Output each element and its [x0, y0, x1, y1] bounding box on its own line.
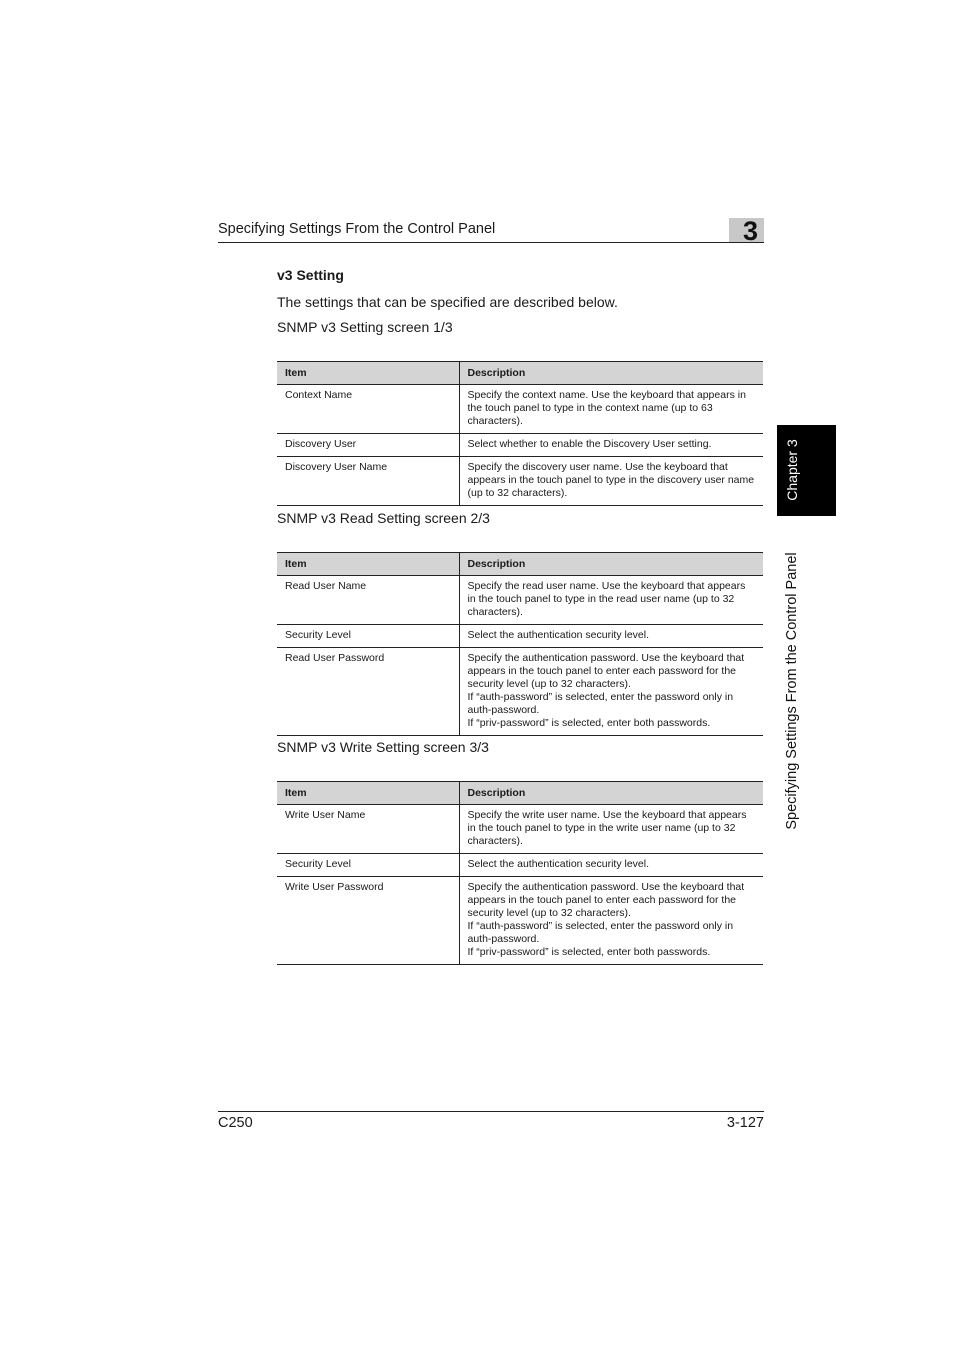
column-header-description: Description [459, 553, 763, 576]
side-tab-chapter-label: Chapter 3 [784, 439, 800, 501]
description-cell [459, 854, 763, 877]
description-line: If “priv-password” is selected, enter both passwords. [467, 717, 711, 729]
table-caption-2: SNMP v3 Read Setting screen 2/3 [277, 510, 490, 526]
item-cell: Read User Name [277, 576, 459, 625]
description-cell [459, 805, 763, 854]
settings-table-2 [277, 552, 763, 736]
footer-model: C250 [218, 1115, 253, 1131]
column-header-description: Description [459, 782, 763, 805]
description-line: Select whether to enable the Discovery User setting. [467, 438, 712, 450]
side-tab-title: Specifying Settings From the Control Panel [784, 552, 800, 830]
table-caption-3: SNMP v3 Write Setting screen 3/3 [277, 739, 489, 755]
description-line: Specify the authentication password. Use the keyboard that appears in the touch panel to enter each password for the security level (up to 32 characters). [467, 881, 745, 919]
page-number: 3-127 [726, 1115, 764, 1131]
description-line: If “priv-password” is selected, enter both passwords. [467, 946, 711, 958]
table-caption-1: SNMP v3 Setting screen 1/3 [277, 319, 453, 335]
item-cell: Security Level [277, 625, 459, 648]
description-line: Select the authentication security level. [467, 858, 650, 870]
table-row [277, 457, 763, 506]
intro-text: The settings that can be specified are described below. [277, 294, 618, 310]
item-cell: Discovery User Name [277, 457, 459, 506]
column-header-item: Item [277, 782, 459, 805]
item-cell: Write User Password [277, 877, 459, 965]
table-row [277, 854, 763, 877]
table-row [277, 877, 763, 965]
description-cell [459, 576, 763, 625]
table-row [277, 576, 763, 625]
table-header-row [277, 553, 763, 576]
table-row [277, 805, 763, 854]
section-heading: v3 Setting [277, 267, 344, 283]
item-cell: Context Name [277, 385, 459, 434]
column-header-item: Item [277, 362, 459, 385]
table-row [277, 625, 763, 648]
running-header-title: Specifying Settings From the Control Panel [218, 221, 496, 237]
description-line: Specify the read user name. Use the keyboard that appears in the touch panel to type in the read user name (up to 32 characters). [467, 580, 746, 618]
description-line: Specify the write user name. Use the keyboard that appears in the touch panel to type in the write user name (up to 32 characters). [467, 809, 747, 847]
table-header-row [277, 362, 763, 385]
item-cell: Read User Password [277, 648, 459, 736]
table-header-row [277, 782, 763, 805]
description-line: Specify the context name. Use the keyboard that appears in the touch panel to type in the context name (up to 63 characters). [467, 389, 746, 427]
description-cell [459, 877, 763, 965]
description-line: If “auth-password” is selected, enter the password only in auth-password. [467, 691, 734, 716]
description-line: Specify the authentication password. Use the keyboard that appears in the touch panel to enter each password for the security level (up to 32 characters). [467, 652, 745, 690]
item-cell: Security Level [277, 854, 459, 877]
item-cell: Discovery User [277, 434, 459, 457]
settings-table-3 [277, 781, 763, 965]
description-cell [459, 648, 763, 736]
description-cell [459, 457, 763, 506]
description-cell [459, 434, 763, 457]
settings-table-1 [277, 361, 763, 506]
chapter-number: 3 [743, 216, 759, 246]
table-row [277, 648, 763, 736]
description-line: Specify the discovery user name. Use the keyboard that appears in the touch panel to type in the discovery user name (up to 32 characters). [467, 461, 755, 499]
column-header-item: Item [277, 553, 459, 576]
header-rule [218, 242, 764, 243]
description-cell [459, 385, 763, 434]
column-header-description: Description [459, 362, 763, 385]
footer-rule [218, 1111, 764, 1112]
description-line: If “auth-password” is selected, enter the password only in auth-password. [467, 920, 734, 945]
item-cell: Write User Name [277, 805, 459, 854]
description-line: Select the authentication security level. [467, 629, 650, 641]
table-row [277, 385, 763, 434]
description-cell [459, 625, 763, 648]
table-row [277, 434, 763, 457]
